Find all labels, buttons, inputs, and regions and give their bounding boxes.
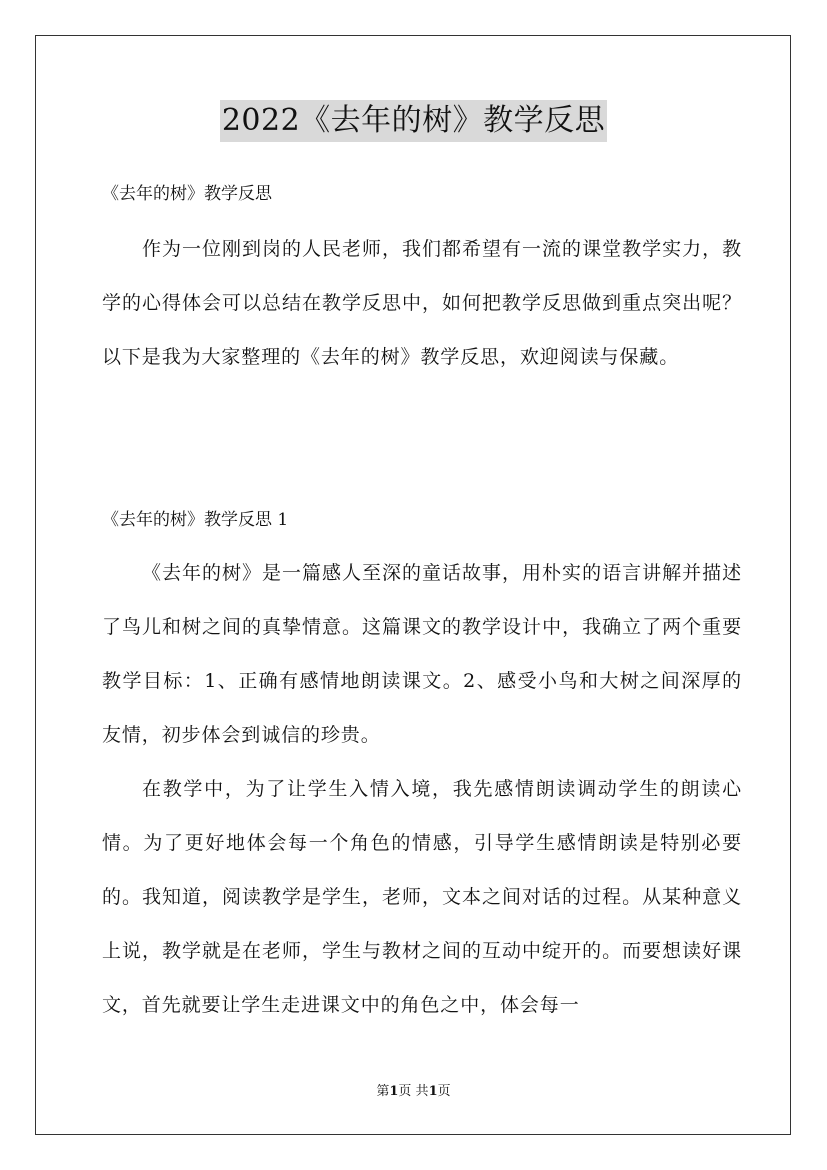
section1-heading: 《去年的树》教学反思 1	[102, 510, 289, 530]
footer-page-suffix: 页	[437, 1084, 451, 1099]
intro-paragraph: 作为一位刚到岗的人民老师，我们都希望有一流的课堂教学实力，教学的心得体会可以总结在教学反思中，如何把教学反思做到重点突出呢？以下是我为大家整理的《去年的树》教学反思，欢迎阅读与保藏。	[102, 238, 742, 368]
section1-paragraph-1: 《去年的树》是一篇感人至深的童话故事，用朴实的语言讲解并描述了鸟儿和树之间的真挚情意。这篇课文的教学设计中，我确立了两个重要教学目标：1、正确有感情地朗读课文。2、感受小鸟和大树之间深厚的友情，初步体会到诚信的珍贵。	[102, 562, 742, 746]
footer-page-mid: 页 共	[398, 1084, 429, 1099]
footer-page-prefix: 第	[376, 1084, 390, 1099]
document-title-text: 2022《去年的树》教学反思	[220, 100, 607, 142]
page-footer	[0, 1084, 827, 1100]
section1-paragraph-2: 在教学中，为了让学生入情入境，我先感情朗读调动学生的朗读心情。为了更好地体会每一个角色的情感，引导学生感情朗读是特别必要的。我知道，阅读教学是学生，老师，文本之间对话的过程。从某种意义上说，教学就是在老师，学生与教材之间的互动中绽开的。而要想读好课文，首先就要让学生走进课文中的角色之中，体会每一	[102, 778, 742, 1016]
document-title	[0, 100, 827, 142]
intro-heading: 《去年的树》教学反思	[102, 184, 272, 204]
footer-page-current: 1	[389, 1084, 399, 1099]
footer-page-total: 1	[428, 1084, 438, 1099]
